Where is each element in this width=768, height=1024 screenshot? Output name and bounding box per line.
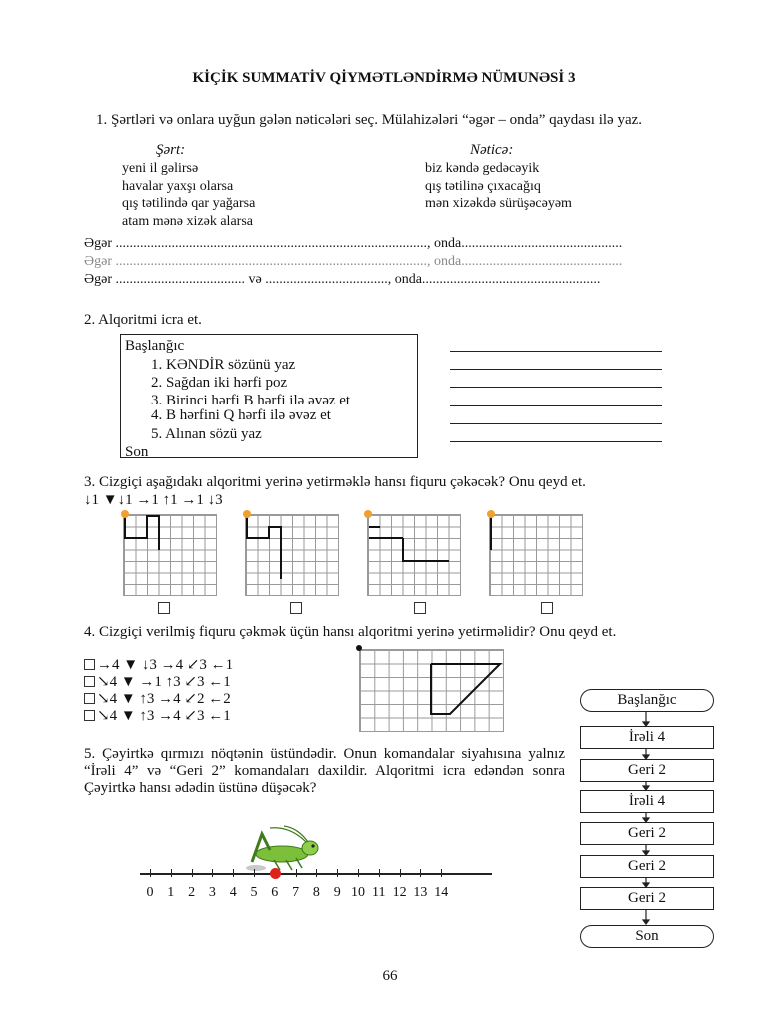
number-line-label: 4 bbox=[229, 885, 237, 900]
q1-condition-header: Şərt: bbox=[156, 142, 186, 158]
number-line-tick bbox=[296, 869, 297, 877]
result-item: qış tətilinə çıxacağıq bbox=[425, 178, 541, 194]
q3-text: 3. Cizgiçi aşağıdakı alqoritmi yerinə yetirməklə hansı fiquru çəkəcək? Onu qeyd et. bbox=[84, 474, 586, 490]
number-line-tick bbox=[379, 869, 380, 877]
red-dot bbox=[270, 868, 281, 879]
flow-start: Başlanğıc bbox=[580, 689, 714, 712]
page-title: KİÇİK SUMMATİV QİYMƏTLƏNDİRMƏ NÜMUNƏSİ 3 bbox=[192, 70, 576, 86]
option-label: →4 ▼ ↓3 →4 ↙3 ←1 bbox=[97, 657, 234, 673]
number-line-tick bbox=[171, 869, 172, 877]
number-line-label: 3 bbox=[208, 885, 216, 900]
fill-line-1[interactable]: Əgər ........................................................................................., onda.............................................. bbox=[84, 236, 623, 251]
number-line-tick bbox=[441, 869, 442, 877]
number-line-label: 6 bbox=[271, 885, 279, 900]
number-line-label: 13 bbox=[413, 885, 428, 900]
algo-step: 4. B hərfini Q hərfi ilə əvəz et bbox=[151, 407, 331, 423]
number-line-label: 14 bbox=[434, 885, 449, 900]
number-line-tick bbox=[358, 869, 359, 877]
number-line-tick bbox=[420, 869, 421, 877]
q1-result-header: Nəticə: bbox=[470, 142, 514, 158]
number-line-tick bbox=[337, 869, 338, 877]
algo-start: Başlanğıc bbox=[125, 338, 185, 354]
condition-item: atam mənə xizək alarsa bbox=[122, 213, 253, 229]
number-line-label: 1 bbox=[167, 885, 175, 900]
flow-step: İrəli 4 bbox=[580, 790, 714, 813]
number-line-tick bbox=[150, 869, 151, 877]
flow-arrows bbox=[640, 710, 660, 928]
number-line-label: 9 bbox=[333, 885, 341, 900]
page-number: 66 bbox=[382, 968, 398, 984]
number-line-tick bbox=[254, 869, 255, 877]
flow-step: İrəli 4 bbox=[580, 726, 714, 749]
q5-text: 5. Çəyirtkə qırmızı nöqtənin üstündədir. Onun komandalar siyahısına yalnız “İrəli 4” və “Geri 2” komandaları daxildir. Alqoritmi icra edəndən sonra Çəyirtkə hansı ədədin üstünə düşəcək? bbox=[84, 746, 565, 796]
number-line-label: 7 bbox=[292, 885, 300, 900]
number-line-tick bbox=[212, 869, 213, 877]
number-line-label: 0 bbox=[146, 885, 154, 900]
number-line-label: 12 bbox=[392, 885, 407, 900]
result-item: mən xizəkdə sürüşəcəyəm bbox=[425, 196, 572, 211]
number-line-tick bbox=[400, 869, 401, 877]
algo-step: 3. Birinci hərfi B hərfi ilə əvəz et bbox=[151, 393, 351, 404]
flow-end: Son bbox=[580, 925, 714, 948]
number-line-label: 2 bbox=[188, 885, 196, 900]
fill-line-3[interactable]: Əgər ..................................... və ..................................., onda................................................... bbox=[84, 272, 601, 287]
q4-text: 4. Cizgiçi verilmiş fiquru çəkmək üçün hansı alqoritmi yerinə yetirməlidir? Onu qeyd et. bbox=[84, 624, 617, 640]
number-line-tick bbox=[316, 869, 317, 877]
algo-step: 5. Alınan sözü yaz bbox=[151, 426, 262, 442]
option-label: ↘4 ▼ →1 ↑3 ↙3 ←1 bbox=[97, 674, 231, 690]
number-line-label: 5 bbox=[250, 885, 258, 900]
q2-text: 2. Alqoritmi icra et. bbox=[84, 312, 202, 328]
number-line-label: 8 bbox=[312, 885, 320, 900]
algo-step: 2. Sağdan iki hərfi poz bbox=[151, 375, 288, 391]
flow-step: Geri 2 bbox=[580, 887, 714, 910]
result-item: biz kəndə gedəcəyik bbox=[425, 161, 540, 176]
q1-text: 1. Şərtləri və onlara uyğun gələn nəticələri seç. Mülahizələri “əgər – onda” qaydası ilə yaz. bbox=[96, 112, 643, 128]
option-label: ↘4 ▼ ↑3 →4 ↙2 ←2 bbox=[97, 691, 231, 707]
number-line-tick bbox=[233, 869, 234, 877]
flow-step: Geri 2 bbox=[580, 855, 714, 878]
number-line-tick bbox=[192, 869, 193, 877]
option-label: ↘4 ▼ ↑3 →4 ↙3 ←1 bbox=[97, 708, 231, 724]
fill-line-2[interactable]: Əgər ........................................................................................., onda.............................................. bbox=[84, 254, 623, 269]
flow-step: Geri 2 bbox=[580, 759, 714, 782]
algo-end: Son bbox=[125, 444, 149, 460]
condition-item: yeni il gəlirsə bbox=[122, 161, 199, 176]
algo-step: 1. KƏNDİR sözünü yaz bbox=[151, 357, 296, 373]
flow-step: Geri 2 bbox=[580, 822, 714, 845]
q3-algorithm: ↓1 ▼↓1 →1 ↑1 →1 ↓3 bbox=[84, 492, 223, 508]
number-line-label: 10 bbox=[351, 885, 365, 900]
condition-item: havalar yaxşı olarsa bbox=[122, 178, 234, 194]
condition-item: qış tətilində qar yağarsa bbox=[122, 196, 256, 211]
number-line-label: 11 bbox=[372, 885, 386, 900]
